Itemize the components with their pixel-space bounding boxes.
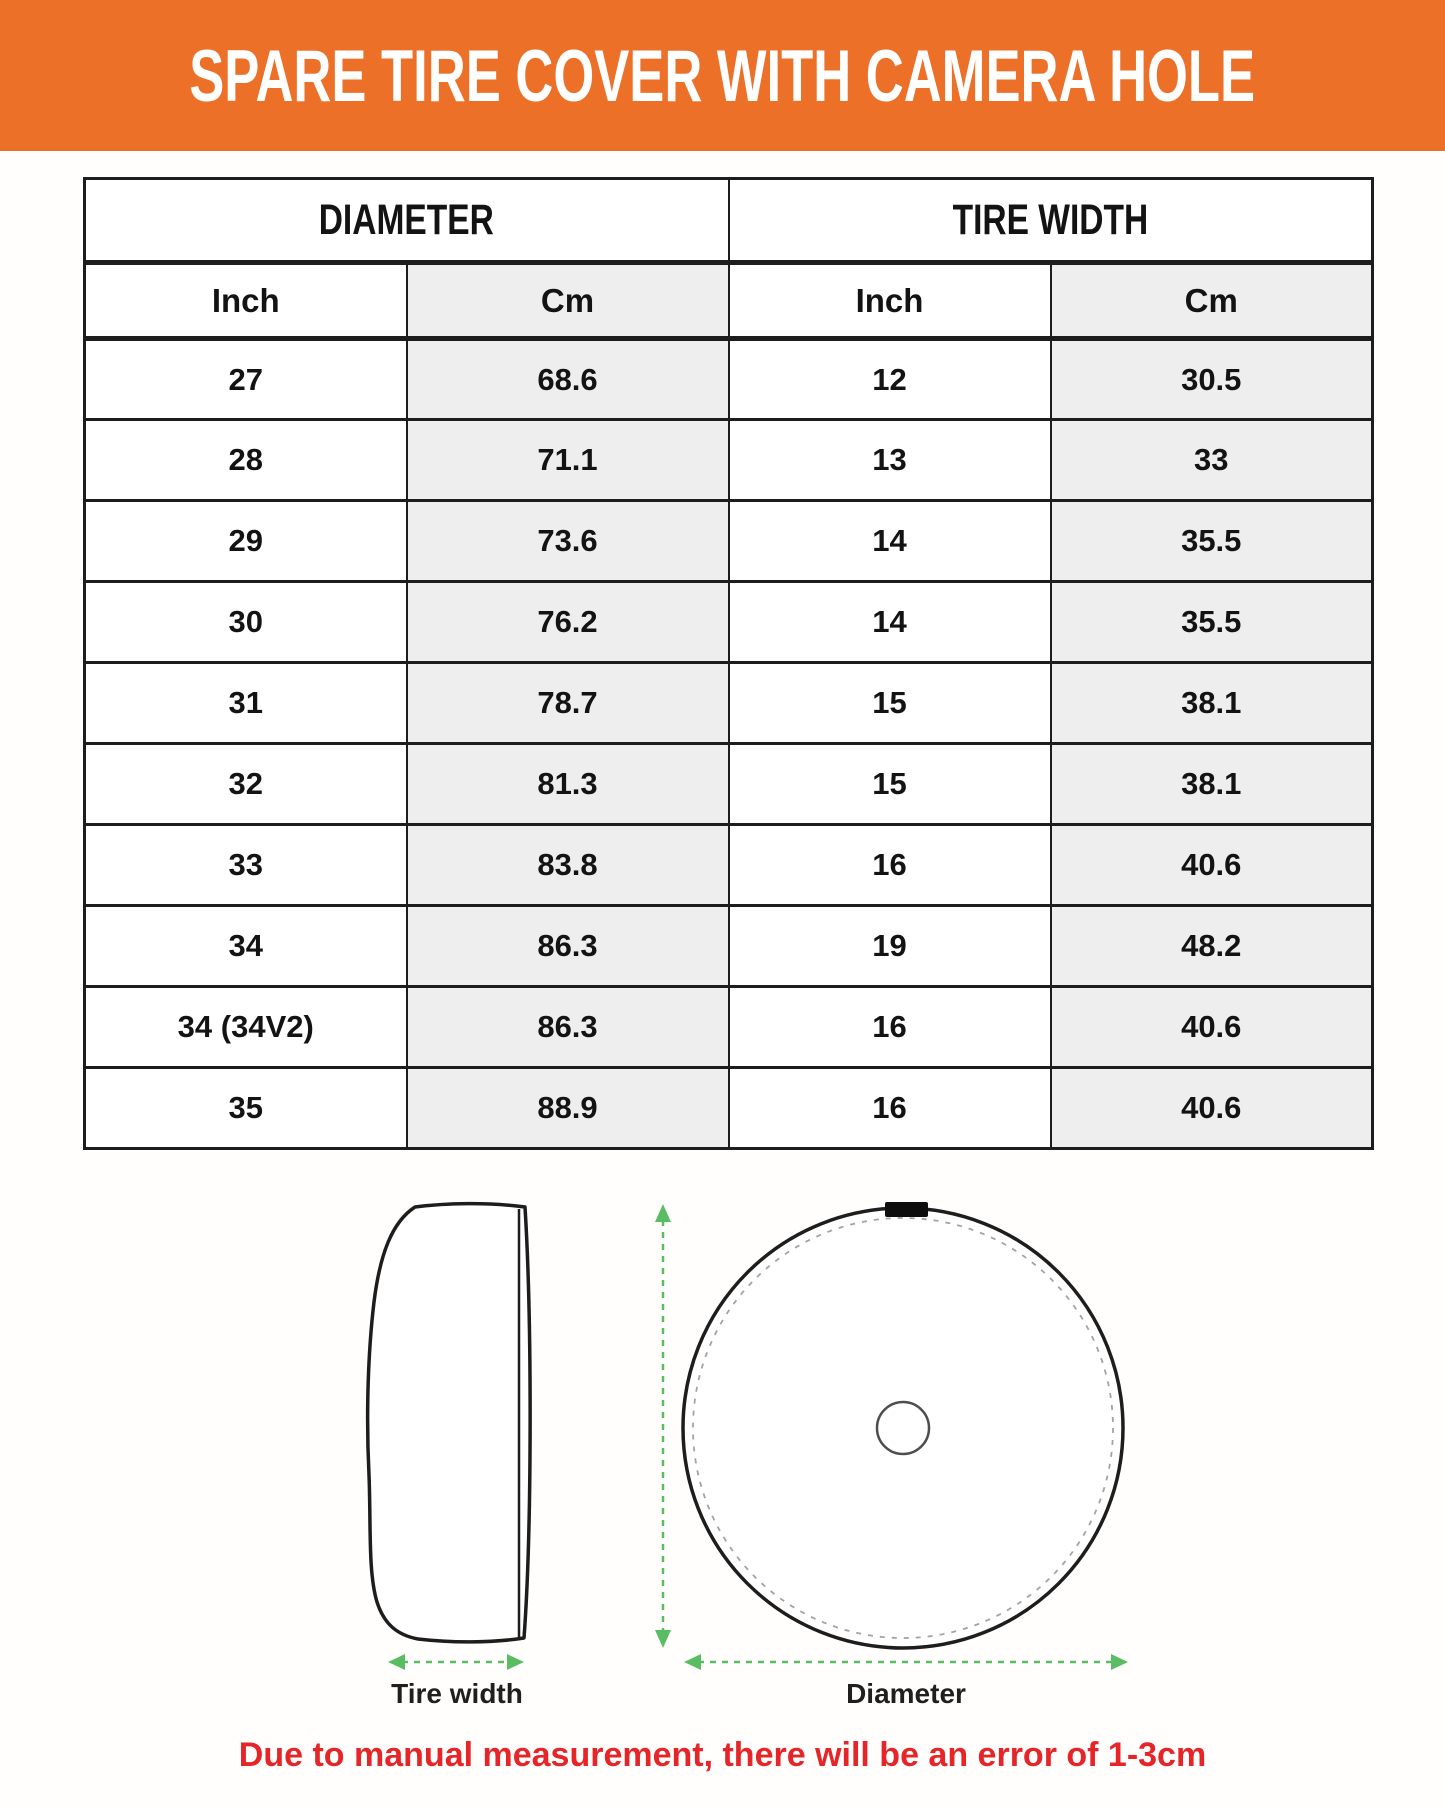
diameter-cm-value: 81.3 [407,744,729,825]
group-header-tire-width-label: TIRE WIDTH [952,195,1149,244]
width-cm-value: 30.5 [1051,339,1373,420]
diameter-horizontal-arrow [684,1654,1128,1670]
arrowhead-right [507,1654,524,1670]
diameter-cm-value: 71.1 [407,420,729,501]
diameter-label: Diameter [846,1678,966,1709]
diameter-inch-value: 35 [85,1068,407,1149]
arrowhead-right [1111,1654,1128,1670]
diameter-inch-value: 31 [85,663,407,744]
tire-side-outline [368,1204,531,1642]
measurement-disclaimer: Due to manual measurement, there will be an error of 1-3cm [238,1736,1207,1774]
width-inch-value: 12 [729,339,1051,420]
width-cm-value: 48.2 [1051,906,1373,987]
tire-side-view-drawing [368,1204,531,1642]
table-group-header-row [85,179,1373,263]
column-header-width-cm: Cm [1051,263,1373,339]
width-inch-value: 14 [729,501,1051,582]
width-inch-value: 15 [729,663,1051,744]
width-cm-value: 40.6 [1051,1068,1373,1149]
group-header-diameter [85,179,729,263]
width-cm-value: 33 [1051,420,1373,501]
table-row [85,420,1373,501]
diameter-cm-value: 68.6 [407,339,729,420]
table-row [85,663,1373,744]
group-header-diameter-label: DIAMETER [319,195,495,244]
tire-front-view-drawing [683,1202,1123,1648]
diameter-inch-value: 27 [85,339,407,420]
table-row [85,987,1373,1068]
arrowhead-down [655,1630,671,1648]
arrowhead-up [655,1204,671,1222]
table-column-header-row [85,263,1373,339]
arrowhead-left [388,1654,405,1670]
diameter-inch-value: 32 [85,744,407,825]
table-row [85,906,1373,987]
width-inch-value: 16 [729,1068,1051,1149]
strap-marker [885,1202,928,1217]
diameter-vertical-arrow [655,1204,671,1648]
column-header-diameter-inch: Inch [85,263,407,339]
diameter-inch-value: 33 [85,825,407,906]
width-inch-value: 13 [729,420,1051,501]
width-cm-value: 40.6 [1051,825,1373,906]
page-title: SPARE TIRE COVER WITH CAMERA HOLE [189,36,1256,117]
width-inch-value: 16 [729,987,1051,1068]
width-inch-value: 19 [729,906,1051,987]
table-row [85,825,1373,906]
tire-width-label: Tire width [391,1678,523,1709]
tire-width-arrow [388,1654,524,1670]
size-table [83,177,1374,1150]
width-cm-value: 35.5 [1051,582,1373,663]
table-row [85,339,1373,420]
diameter-inch-value: 34 [85,906,407,987]
diameter-cm-value: 86.3 [407,987,729,1068]
diameter-inch-value: 34 (34V2) [85,987,407,1068]
width-cm-value: 38.1 [1051,744,1373,825]
diameter-cm-value: 86.3 [407,906,729,987]
diameter-cm-value: 73.6 [407,501,729,582]
tire-diagram [340,1190,1180,1710]
table-row [85,582,1373,663]
diameter-cm-value: 76.2 [407,582,729,663]
group-header-tire-width [729,179,1373,263]
diameter-cm-value: 83.8 [407,825,729,906]
diameter-inch-value: 28 [85,420,407,501]
column-header-width-inch: Inch [729,263,1051,339]
column-header-diameter-cm: Cm [407,263,729,339]
header-banner [0,0,1445,151]
width-cm-value: 40.6 [1051,987,1373,1068]
width-cm-value: 38.1 [1051,663,1373,744]
table-row [85,744,1373,825]
width-inch-value: 14 [729,582,1051,663]
diameter-inch-value: 29 [85,501,407,582]
table-row [85,1068,1373,1149]
diameter-cm-value: 88.9 [407,1068,729,1149]
arrowhead-left [684,1654,701,1670]
width-cm-value: 35.5 [1051,501,1373,582]
width-inch-value: 15 [729,744,1051,825]
table-row [85,501,1373,582]
diameter-inch-value: 30 [85,582,407,663]
diameter-cm-value: 78.7 [407,663,729,744]
camera-hole-circle [877,1402,929,1454]
width-inch-value: 16 [729,825,1051,906]
